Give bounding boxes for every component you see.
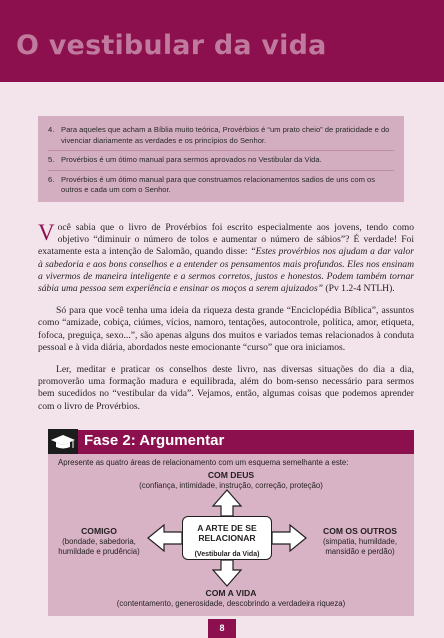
diagram-bottom-label xyxy=(58,588,404,609)
body-text xyxy=(38,222,414,423)
bottom-subtitle: (contentamento, generosidade, descobrindo a verdadeira riqueza) xyxy=(116,599,346,608)
list-item xyxy=(48,154,394,171)
right-title: COM OS OUTROS xyxy=(322,526,397,536)
left-subtitle-1: (bondade, sabedoria, xyxy=(62,537,136,546)
summary-list xyxy=(48,124,394,200)
paragraph-1 xyxy=(38,222,414,295)
diagram-top-label xyxy=(108,470,354,491)
header-bar xyxy=(0,0,444,82)
summary-box xyxy=(38,116,404,202)
center-title-1: A ARTE DE SE xyxy=(197,523,257,533)
bible-quote: “Estes provérbios nos ajudam a dar valor à sabedoria e aos bons conselhos e a entender os pensamentos mais profundos. Eles nos ensinam a vivermos de maneira inteligente e a sermos corretos, justos e honestos. Podem também tornar sábia uma pessoa sem experiência e ensinar os moços a serem ajuizados” xyxy=(38,246,414,295)
paragraph-2: Só para que você tenha uma ideia da riqueza desta grande “Enciclopédia Bíblica”, assuntos como “amizade, cobiça, ciúmes, vícios, namoro, tentações, autocontrole, política, amor, etiqueta, fofoca, preguiça, sexo...”, são apenas alguns dos muitos e variados temas relacionados à conduta pessoal e à vida diária, abordados neste emocionante “curso” que ora iniciamos. xyxy=(38,305,414,353)
center-subtitle: (Vestibular da Vida) xyxy=(194,551,260,558)
phase-title: Fase 2: Argumentar xyxy=(84,432,225,449)
right-subtitle-2: mansidão e perdão) xyxy=(325,547,395,556)
arrow-right xyxy=(272,525,306,551)
list-item xyxy=(48,174,394,200)
list-item xyxy=(48,124,394,151)
arrow-down xyxy=(213,560,241,586)
left-subtitle-2: humildade e prudência) xyxy=(58,547,140,556)
diagram-left-label xyxy=(50,526,148,557)
center-title-2: RELACIONAR xyxy=(198,533,256,543)
paragraph-3: Ler, meditar e praticar os conselhos deste livro, nas diversas situações do dia a dia, promoverão uma formação madura e equilibrada, além do bom-senso necessário para sermos bem sucedidos no “vestibular da vida”. Vejamos, então, algumas coisas que podemos aprender com o livro de Provérbios. xyxy=(38,364,414,412)
list-item-number: 6. xyxy=(48,174,55,184)
list-item-number: 5. xyxy=(48,155,55,164)
list-item-number: 4. xyxy=(48,125,55,134)
top-subtitle: (confiança, intimidade, instrução, correção, proteção) xyxy=(139,481,323,490)
list-item-text: Provérbios é um ótimo manual para sermos aprovados no Vestibular da Vida. xyxy=(61,155,322,164)
left-title: COMIGO xyxy=(81,526,117,536)
drop-cap: V xyxy=(38,220,55,245)
list-item-text: Provérbios é um ótimo manual para que construamos relacionamentos sadios de uns com os outros e cada um com o Senhor. xyxy=(61,174,376,194)
right-subtitle-1: (simpatia, humildade, xyxy=(322,537,398,546)
bible-reference: (Pv 1.2-4 NTLH). xyxy=(323,283,395,295)
phase-content xyxy=(48,454,414,616)
paragraph-1-intro: ocê sabia que o livro de Provérbios foi escrito especialmente aos jovens, tendo como objetivo “diminuir o número de tolos e aumentar o número de sábios”? É verdade! Foi exatamente esta a intenção de Salomão, quando disse: xyxy=(38,222,414,258)
bottom-title: COM A VIDA xyxy=(205,588,257,598)
page-number: 8 xyxy=(208,619,236,638)
phase-intro: Apresente as quatro áreas de relacionamento com um esquema semelhante a este: xyxy=(58,458,349,467)
top-title: COM DEUS xyxy=(207,470,255,480)
arrow-up xyxy=(213,490,241,516)
page-title: O vestibular da vida xyxy=(16,30,327,61)
diagram-center-box xyxy=(182,516,272,560)
diagram-right-label xyxy=(308,526,412,557)
list-item-text: Para aqueles que acham a Bíblia muito teórica, Provérbios é “um prato cheio” de praticidade e do vivenciar diariamente as verdades e os princípios do Senhor. xyxy=(61,125,390,145)
graduation-cap-icon xyxy=(48,429,78,455)
arrow-left xyxy=(148,525,182,551)
